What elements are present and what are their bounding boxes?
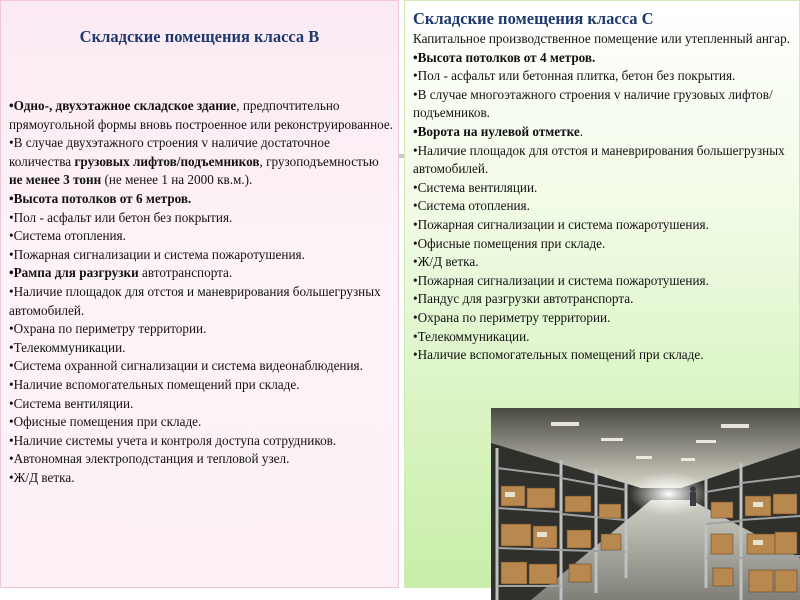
text: •Пол - асфальт или бетон без покрытия.: [9, 209, 233, 225]
list-item: [413, 290, 797, 309]
list-item: [413, 197, 797, 216]
list-item: [413, 235, 797, 254]
list-item: [413, 216, 797, 235]
list-item: [413, 179, 797, 198]
text: •Система отопления.: [413, 198, 530, 214]
list-item: [413, 253, 797, 272]
list-item: [9, 283, 394, 320]
text: •Охрана по периметру территории.: [9, 321, 207, 337]
text: •Пожарная сигнализации и система пожаротушения.: [413, 272, 709, 288]
text: •Система вентиляции.: [413, 179, 538, 195]
text: , грузоподъемностью: [259, 153, 379, 169]
list-item: [9, 469, 394, 488]
text: •В случае многоэтажного строения v наличие грузовых лифтов/подъемников.: [413, 86, 773, 121]
list-item: [9, 246, 394, 265]
text: •В случае двухэтажного строения v наличие достаточное количества: [9, 135, 330, 169]
list-item: [413, 67, 797, 86]
text: •Пожарная сигнализации и система пожаротушения.: [413, 216, 709, 232]
list-item: [9, 190, 394, 209]
bold-text: грузовых лифтов/подъемников: [74, 153, 260, 169]
text: автотранспорта.: [138, 265, 233, 281]
text: •Наличие вспомогательных помещений при складе.: [413, 347, 704, 363]
list-item: [9, 450, 394, 469]
text: •Ж/Д ветка.: [9, 469, 75, 485]
list-item: [9, 357, 394, 376]
bold-text: •Ворота на нулевой отметке: [413, 123, 580, 139]
list-item: [413, 142, 797, 179]
class-b-title: Складские помещения класса В: [79, 27, 320, 46]
text: •Система охранной сигнализации и система видеонаблюдения.: [9, 358, 363, 374]
text: •Пожарная сигнализации и система пожаротушения.: [9, 246, 305, 262]
bold-text: не менее 3 тонн: [9, 172, 102, 188]
list-item: [9, 264, 394, 283]
text: •Ж/Д ветка.: [413, 254, 479, 270]
class-c-title: Складские помещения класса С: [413, 9, 654, 28]
text: •Охрана по периметру территории.: [413, 309, 611, 325]
class-c-list: [413, 30, 797, 365]
list-item: [413, 309, 797, 328]
class-b-panel: [0, 0, 399, 588]
list-item: [413, 86, 797, 123]
text: •Телекоммуникации.: [413, 328, 530, 344]
bold-text: •Высота потолков от 6 метров.: [9, 190, 192, 206]
list-item: [9, 376, 394, 395]
text: •Наличие вспомогательных помещений при складе.: [9, 376, 300, 392]
list-item: [413, 272, 797, 291]
list-item: [9, 227, 394, 246]
text: •Наличие площадок для отстоя и маневрирования большегрузных автомобилей.: [9, 283, 381, 318]
list-item: [9, 320, 394, 339]
list-item: [9, 432, 394, 451]
class-b-list: [9, 97, 394, 487]
bold-text: •Одно-, двухэтажное складское здание: [9, 98, 237, 113]
text: •Телекоммуникации.: [9, 339, 126, 355]
text: •Пол - асфальт или бетонная плитка, бетон без покрытия.: [413, 68, 736, 84]
text: , предпочтительно прямоугольной формы вновь построенное или реконструированное.: [9, 98, 394, 132]
text: •Офисные помещения при складе.: [9, 414, 202, 430]
warehouse-photo: [491, 408, 800, 600]
list-item: [413, 328, 797, 347]
list-item: [9, 134, 394, 190]
text: Капитальное производственное помещение или утепленный ангар.: [413, 31, 791, 46]
bold-text: •Высота потолков от 4 метров.: [413, 49, 596, 65]
text: •Система отопления.: [9, 228, 126, 244]
list-item: [9, 209, 394, 228]
list-item: [413, 123, 797, 142]
text: •Наличие площадок для отстоя и маневрирования большегрузных автомобилей.: [413, 142, 785, 177]
list-item: [9, 395, 394, 414]
list-item: [413, 30, 797, 49]
warehouse-aisle-illustration: [491, 408, 800, 600]
list-item: [9, 413, 394, 432]
list-item: [9, 339, 394, 358]
text: .: [579, 123, 584, 139]
list-item: [413, 49, 797, 68]
text: •Пандус для разгрузки автотранспорта.: [413, 291, 634, 307]
list-item: [9, 97, 394, 134]
text: •Наличие системы учета и контроля доступа сотрудников.: [9, 432, 337, 448]
bold-text: •Рампа для разгрузки: [9, 265, 139, 281]
text: •Система вентиляции.: [9, 395, 134, 411]
text: (не менее 1 на 2000 кв.м.).: [101, 172, 253, 188]
list-item: [413, 346, 797, 365]
text: •Офисные помещения при складе.: [413, 235, 606, 251]
text: •Автономная электроподстанция и тепловой узел.: [9, 451, 290, 467]
